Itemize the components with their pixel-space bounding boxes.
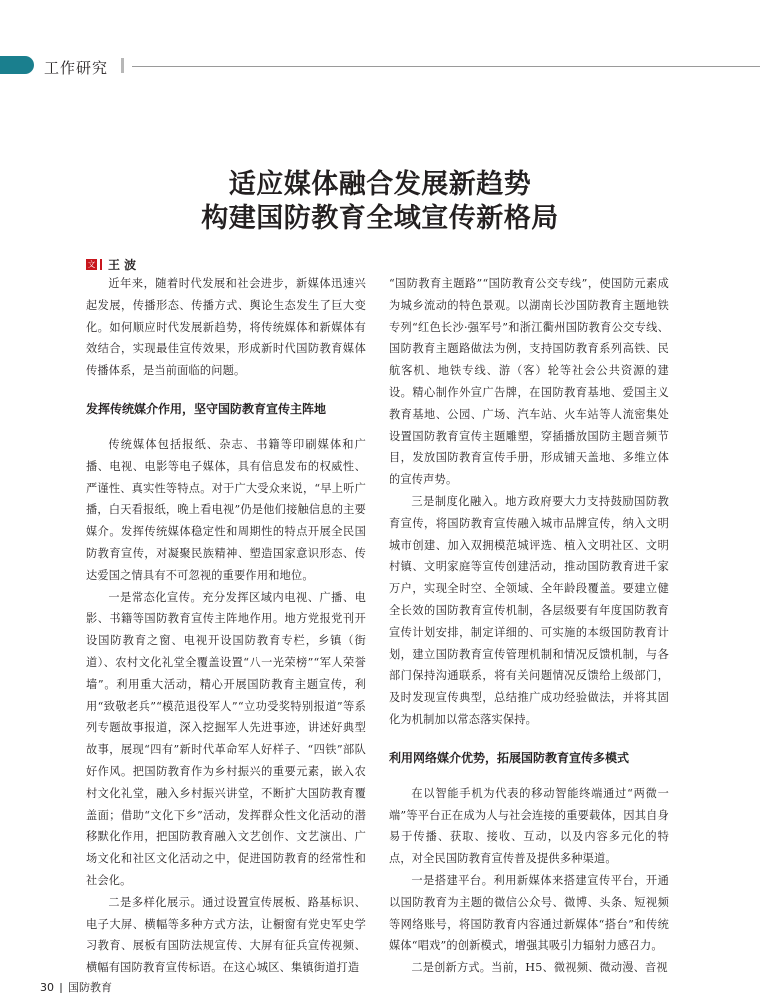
title-line-2: 构建国防教育全域宣传新格局 bbox=[201, 203, 559, 234]
page-footer bbox=[40, 979, 112, 995]
author-divider bbox=[100, 259, 102, 270]
footer-divider bbox=[60, 983, 62, 993]
header-rule bbox=[132, 66, 760, 67]
left-column bbox=[86, 273, 366, 979]
author-mark-icon: 文 bbox=[87, 260, 96, 269]
journal-name: 国防教育 bbox=[68, 981, 112, 994]
paragraph: 二是创新方式。当前，H5、微视频、微动漫、音视 bbox=[411, 961, 668, 975]
paragraph: “国防教育主题路”“国防教育公交专线”，使国防元素成为城乡流动的特色景观。以湖南长沙国防教育主题地铁专列“红色长沙·强军号”和浙江衢州国防教育公交专线、国防教育主题路做法为例，支持国防教育系列高铁、民航客机、地铁专线、游（客）轮等社会公共资源的建设。精心制作外宣广告牌，在国防教育基地、爱国主义教育基地、公园、广场、汽车站、火车站等人流密集处设置国防教育宣传主题雕塑，穿插播放国防主题音频节目，发放国防教育宣传手册，形成铺天盖地、多维立体的宣传声势。 bbox=[389, 277, 669, 487]
subheading: 利用网络媒介优势，拓展国防教育宣传多模式 bbox=[389, 750, 630, 765]
page-number: 30 bbox=[40, 981, 54, 994]
paragraph: 一是常态化宣传。充分发挥区域内电视、广播、电影、书籍等国防教育宣传主阵地作用。地方党报党刊开设国防教育之窗、电视开设国防教育专栏，乡镇（街道）、农村文化礼堂全覆盖设置“八一光荣榜”“军人荣誉墙”。利用重大活动，精心开展国防教育主题宣传，利用“致敬老兵”“模范退役军人”“立功受奖特别报道”等系列专题故事报道，深入挖掘军人先进事迹，讲述好典型故事，展现“四有”新时代革命军人好样子、“四铁”部队好作风。把国防教育作为乡村振兴的重要元素，嵌入农村文化礼堂，融入乡村振兴讲堂，不断扩大国防教育覆盖面；借助“文化下乡”活动，发挥群众性文化活动的潜移默化作用，把国防教育融入文艺创作、文艺演出、广场文化和社区文化活动之中，促进国防教育的经常性和社会化。 bbox=[86, 590, 366, 887]
author-name: 王 波 bbox=[108, 258, 137, 272]
right-column bbox=[389, 273, 669, 979]
title-line-1: 适应媒体融合发展新趋势 bbox=[228, 169, 532, 200]
header-accent-tab bbox=[0, 56, 34, 74]
paragraph: 传统媒体包括报纸、杂志、书籍等印刷媒体和广播、电视、电影等电子媒体，具有信息发布的权威性、严谨性、真实性等特点。对于广大受众来说，“早上听广播，白天看报纸，晚上看电视”仍是他们接触信息的主要媒介。发挥传统媒体稳定性和周期性的特点开展全民国防教育宣传，对凝聚民族精神、塑造国家意识形态、传达爱国之情具有不可忽视的重要作用和地位。 bbox=[86, 437, 366, 582]
subheading: 发挥传统媒介作用，坚守国防教育宣传主阵地 bbox=[86, 401, 327, 416]
section-label: 工作研究 bbox=[44, 59, 109, 77]
paragraph: 一是搭建平台。利用新媒体来搭建宣传平台，开通以国防教育为主题的微信公众号、微博、头条、短视频等网络账号，将国防教育内容通过新媒体“搭台”和传统媒体“唱戏”的创新模式，增强其吸引力辐射力感召力。 bbox=[389, 873, 669, 953]
paragraph: 三是制度化融入。地方政府要大力支持鼓励国防教育宣传，将国防教育宣传融入城市品牌宣传，纳入文明城市创建、加入双拥模范城评选、植入文明社区、文明村镇、文明家庭等宣传创建活动，推动国防教育进千家万户，实现全时空、全领域、全年龄段覆盖。要建立健全长效的国防教育宣传机制，各层级要有年度国防教育宣传计划安排，制定详细的、可实施的本级国防教育计划，建立国防教育宣传管理机制和情况反馈机制，与各部门保持沟通联系，将有关问题情况反馈给上级部门，及时发现宣传典型，总结推广成功经验做法，并将其固化为机制加以常态落实保持。 bbox=[389, 494, 669, 726]
paragraph: 二是多样化展示。通过设置宣传展板、路基标识、电子大屏、横幅等多种方式方法，让橱窗有党史军史学习教育、展板有国防法规宣传、大屏有征兵宣传视频、横幅有国防教育宣传标语。在这心城区、集镇街道打造 bbox=[86, 895, 366, 975]
section-divider bbox=[121, 58, 124, 73]
paragraph: 近年来，随着时代发展和社会进步，新媒体迅速兴起发展，传播形态、传播方式、舆论生态发生了巨大变化。如何顺应时代发展新趋势，将传统媒体和新媒体有效结合，实现最佳宣传效果，形成新时代国防教育媒体传播体系，是当前面临的问题。 bbox=[86, 277, 366, 378]
paragraph: 在以智能手机为代表的移动智能终端通过“两微一端”等平台正在成为人与社会连接的重要载体，因其自身易于传播、获取、接收、互动，以及内容多元化的特点，对全民国防教育宣传普及提供多种渠道。 bbox=[389, 786, 669, 866]
